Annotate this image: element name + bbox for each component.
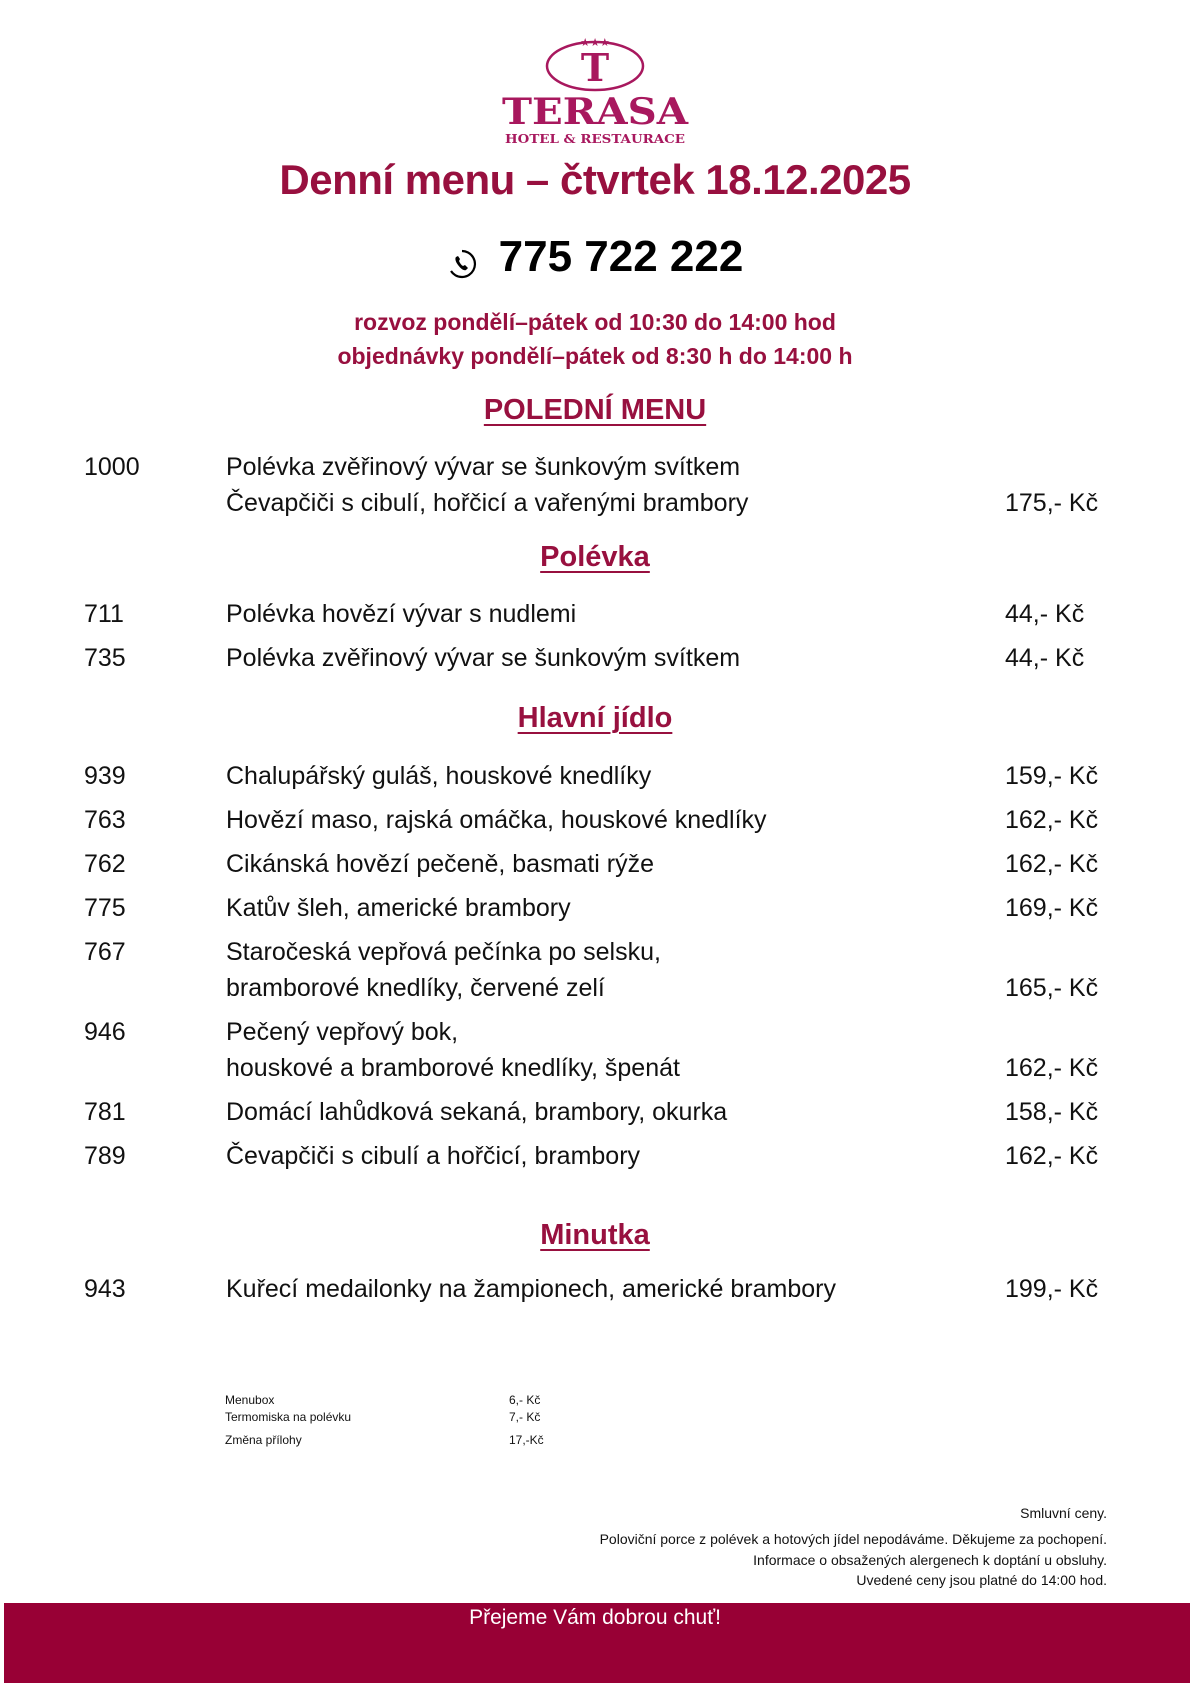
item-code: 775 [84,894,126,922]
delivery-hours: rozvoz pondělí–pátek od 10:30 do 14:00 hod [354,309,836,335]
item-name: Polévka zvěřinový vývar se šunkovým svítkem [226,453,741,481]
note-allergens: Informace o obsažených alergenech k doptání u obsluhy. [753,1552,1107,1568]
extra-price: 17,-Kč [509,1433,544,1447]
item-code: 781 [84,1098,126,1126]
hotel-logo [0,34,1190,149]
item-price: 162,- Kč [1005,806,1099,834]
section-title-minutka [0,1219,1190,1252]
phone-icon [447,240,477,290]
item-code: 946 [84,1018,126,1046]
extra-price: 7,- Kč [509,1410,541,1424]
item-name: Staročeská vepřová pečínka po selsku, [226,938,661,966]
phone-line [0,232,1190,290]
item-name: Hovězí maso, rajská omáčka, houskové knedlíky [226,806,767,834]
item-name: Chalupářský guláš, houskové knedlíky [226,762,652,790]
item-price: 169,- Kč [1005,894,1099,922]
item-price: 158,- Kč [1005,1098,1099,1126]
item-price: 44,- Kč [1005,644,1085,672]
section-title-poledni-menu [0,394,1190,427]
item-price: 162,- Kč [1005,850,1099,878]
item-price: 199,- Kč [1005,1275,1099,1303]
item-name: Polévka zvěřinový vývar se šunkovým svítkem [226,644,741,672]
extra-label: Menubox [225,1393,275,1407]
section-title-text: Minutka [540,1219,650,1251]
item-name: Cikánská hovězí pečeně, basmati rýže [226,850,654,878]
note-contract-prices: Smluvní ceny. [1020,1505,1107,1521]
item-name: Domácí lahůdková sekaná, brambory, okurka [226,1098,728,1126]
section-title-text: Polévka [540,541,650,573]
item-price: 165,- Kč [1005,974,1099,1002]
order-hours: objednávky pondělí–pátek od 8:30 h do 14:00 h [337,343,853,369]
footer-greeting: Přejeme Vám dobrou chuť! [469,1606,721,1629]
extra-label: Změna přílohy [225,1433,302,1447]
phone-number[interactable]: 775 722 222 [498,232,744,281]
logo-stars: ★★★ [580,36,610,49]
section-title-polevka [0,541,1190,574]
page-title: Denní menu – čtvrtek 18.12.2025 [279,156,911,203]
item-name: Pečený vepřový bok, [226,1018,459,1046]
note-half-portions: Poloviční porce z polévek a hotových jídel nepodáváme. Děkujeme za pochopení. [599,1531,1107,1547]
section-title-text: Hlavní jídlo [517,702,673,734]
item-name: Čevapčiči s cibulí, hořčicí a vařenými brambory [226,489,749,517]
item-code: 762 [84,850,126,878]
extra-price: 6,- Kč [509,1393,541,1407]
logo-subtitle: HOTEL & RESTAURACE [505,132,685,146]
item-name: Kuřecí medailonky na žampionech, americké brambory [226,1275,836,1303]
section-title-text: POLEDNÍ MENU [483,394,707,426]
item-price: 159,- Kč [1005,762,1099,790]
item-code: 711 [84,600,124,628]
terasa-logo-graphic [495,34,695,149]
item-code: 763 [84,806,126,834]
section-title-hlavni-jidlo [0,702,1190,735]
item-price: 175,- Kč [1005,489,1099,517]
item-code: 789 [84,1142,126,1170]
item-name: Čevapčiči s cibulí a hořčicí, brambory [226,1142,641,1170]
logo-name: TERASA [502,91,690,133]
item-code: 939 [84,762,126,790]
item-name: Polévka hovězí vývar s nudlemi [226,600,577,628]
note-price-validity: Uvedené ceny jsou platné do 14:00 hod. [856,1572,1107,1588]
item-code: 1000 [84,453,140,481]
item-price: 44,- Kč [1005,600,1085,628]
item-code: 767 [84,938,126,966]
item-code: 735 [84,644,126,672]
logo-letter: T [580,45,610,90]
item-name: houskové a bramborové knedlíky, špenát [226,1054,680,1082]
item-name: Katův šleh, americké brambory [226,894,571,922]
item-price: 162,- Kč [1005,1142,1099,1170]
extra-label: Termomiska na polévku [225,1410,352,1424]
item-price: 162,- Kč [1005,1054,1099,1082]
item-code: 943 [84,1275,126,1303]
item-name: bramborové knedlíky, červené zelí [226,974,605,1002]
